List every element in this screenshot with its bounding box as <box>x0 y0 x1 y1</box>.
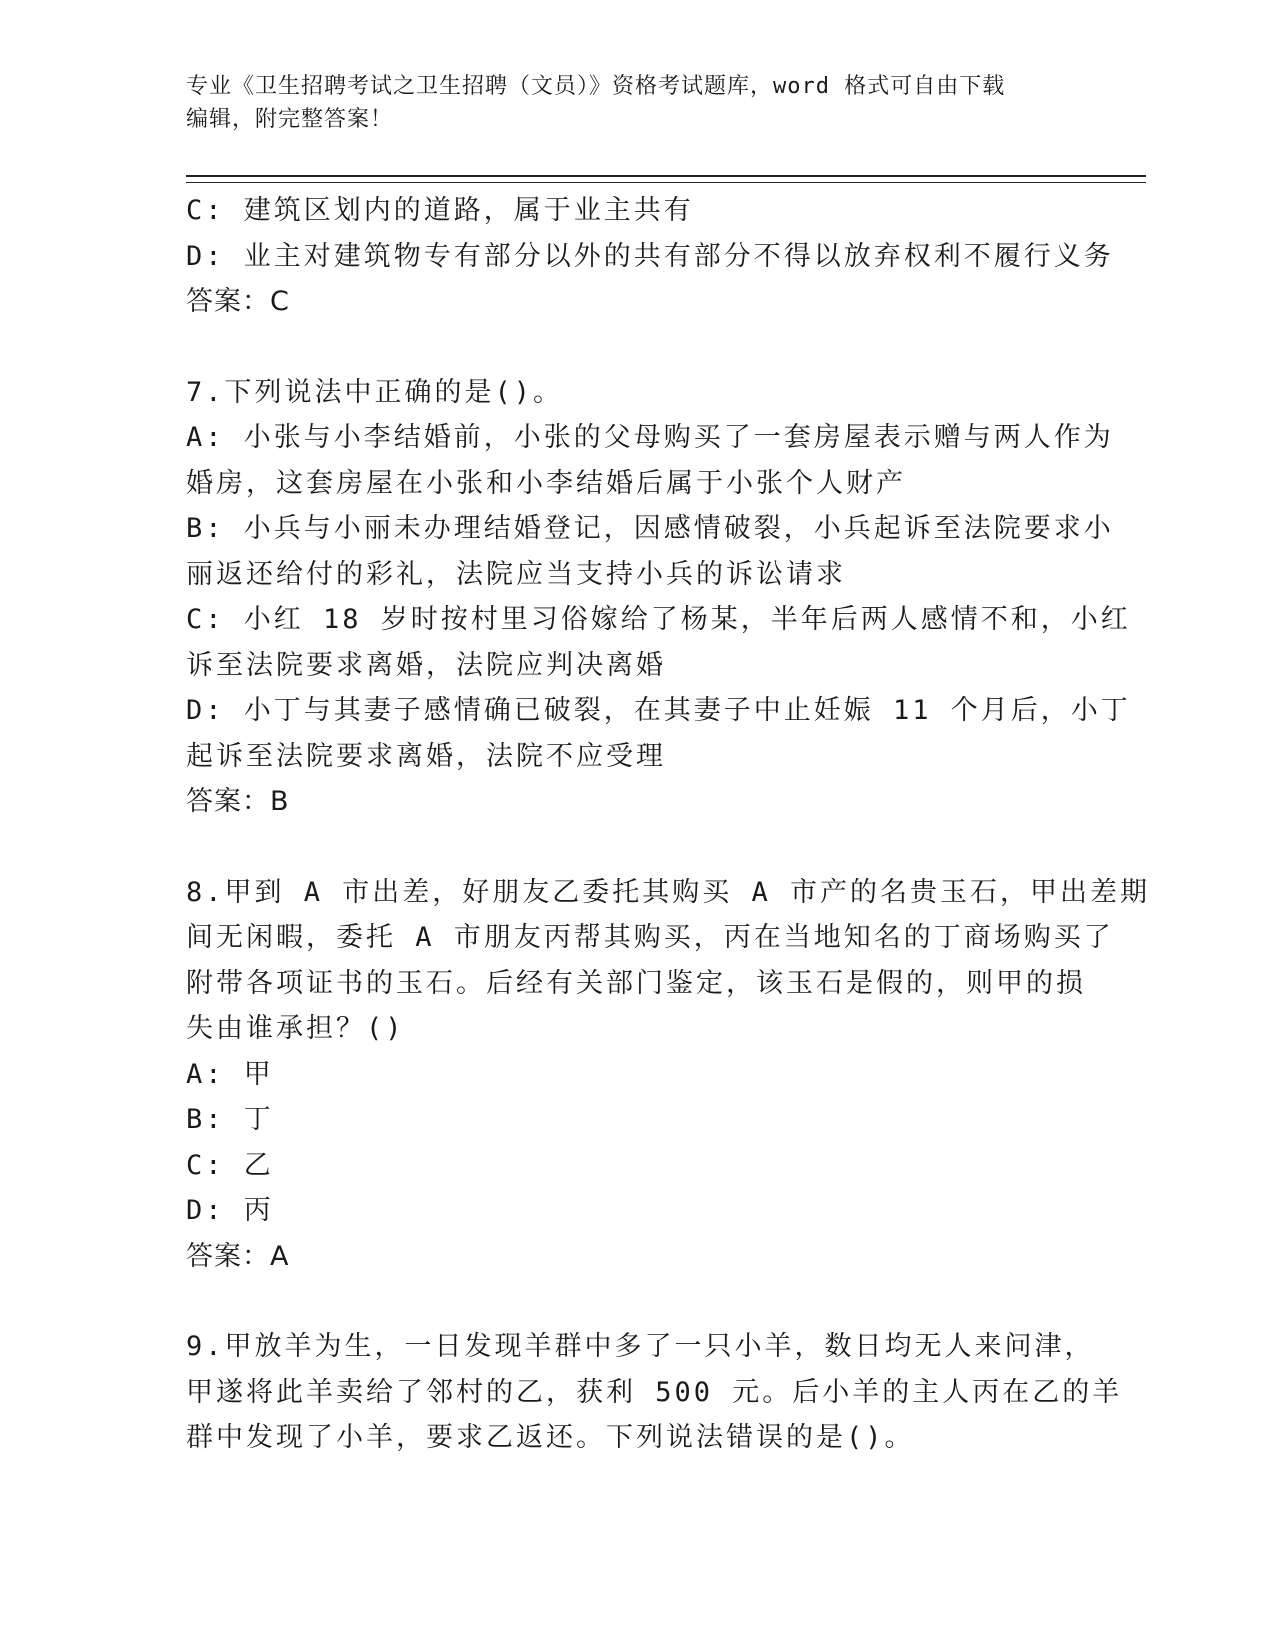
q8-stem-line-1: 8.甲到 A 市出差，好朋友乙委托其购买 A 市产的名贵玉石，甲出差期 <box>186 876 1151 908</box>
spacer <box>186 1279 1086 1324</box>
q8-option-a: A: 甲 <box>186 1058 274 1090</box>
spacer <box>186 325 1086 370</box>
q8-stem-line-4: 失由谁承担？() <box>186 1013 405 1044</box>
q6-answer: 答案：C <box>186 286 290 317</box>
q7-option-b-line-2: 丽返还给付的彩礼，法院应当支持小兵的诉讼请求 <box>186 558 846 590</box>
spacer <box>186 825 1086 870</box>
q8-answer: 答案：A <box>186 1240 290 1272</box>
q7-stem: 7.下列说法中正确的是()。 <box>186 376 564 408</box>
q7-answer: 答案：B <box>186 786 290 817</box>
q8-option-d: D: 丙 <box>186 1195 274 1226</box>
q9-stem-line-1: 9.甲放羊为生，一日发现羊群中多了一只小羊，数日均无人来问津， <box>186 1331 1095 1362</box>
q8-option-c: C: 乙 <box>186 1149 274 1181</box>
q8-option-b: B: 丁 <box>186 1104 274 1135</box>
header-title-line-1: 专业《卫生招聘考试之卫生招聘（文员）》资格考试题库，word 格式可自由下载 <box>186 74 1006 99</box>
q7-option-d-line-1: D: 小丁与其妻子感情确已破裂，在其妻子中止妊娠 11 个月后，小丁 <box>186 695 1131 726</box>
q9-stem-line-3: 群中发现了小羊，要求乙返还。下列说法错误的是()。 <box>186 1422 915 1453</box>
q7-option-b-line-1: B: 小兵与小丽未办理结婚登记，因感情破裂，小兵起诉至法院要求小 <box>186 513 1114 544</box>
q6-option-c: C: 建筑区划内的道路，属于业主共有 <box>186 195 694 226</box>
q8-stem-line-3: 附带各项证书的玉石。后经有关部门鉴定，该玉石是假的，则甲的损 <box>186 967 1086 999</box>
q8-stem-line-2: 间无闲暇，委托 A 市朋友丙帮其购买，丙在当地知名的丁商场购买了 <box>186 922 1114 953</box>
q7-option-a-line-2: 婚房，这套房屋在小张和小李结婚后属于小张个人财产 <box>186 467 906 499</box>
q6-option-d: D: 业主对建筑物专有部分以外的共有部分不得以放弃权利不履行义务 <box>186 240 1114 272</box>
document-header <box>186 70 1086 136</box>
question-body <box>186 188 1151 1461</box>
header-title-line-2: 编辑，附完整答案！ <box>186 107 394 132</box>
q7-option-c-line-2: 诉至法院要求离婚，法院应判决离婚 <box>186 649 666 681</box>
header-divider <box>186 175 1146 183</box>
q9-stem-line-2: 甲遂将此羊卖给了邻村的乙，获利 500 元。后小羊的主人丙在乙的羊 <box>186 1376 1123 1408</box>
q7-option-c-line-1: C: 小红 18 岁时按村里习俗嫁给了杨某，半年后两人感情不和，小红 <box>186 604 1131 635</box>
q7-option-a-line-1: A: 小张与小李结婚前，小张的父母购买了一套房屋表示赠与两人作为 <box>186 422 1114 453</box>
q7-option-d-line-2: 起诉至法院要求离婚，法院不应受理 <box>186 740 666 772</box>
